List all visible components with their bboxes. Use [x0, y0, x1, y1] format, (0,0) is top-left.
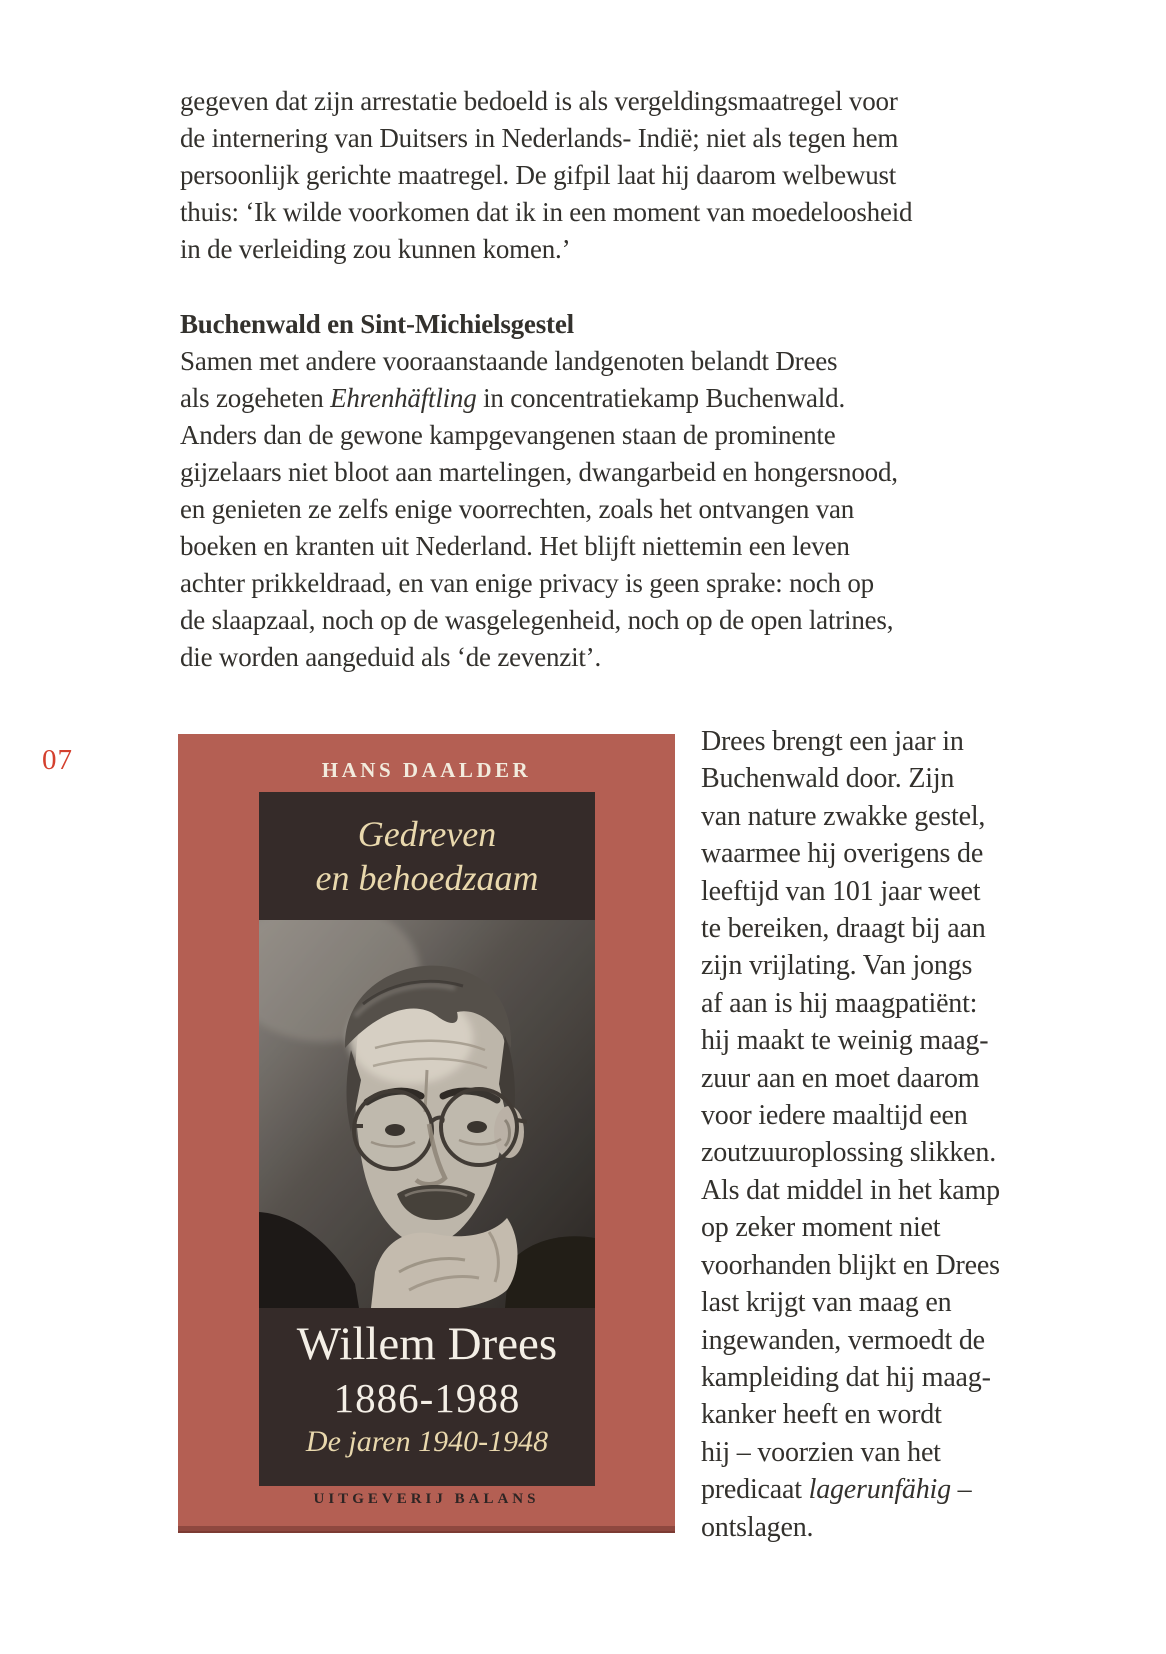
cover-author-name: HANS DAALDER [321, 758, 532, 782]
willem-drees-portrait-photo [259, 920, 595, 1308]
main-text-block [180, 83, 1040, 676]
cover-bottom-shadow [178, 1526, 675, 1533]
cover-title: Gedreven en behoedzaam [315, 814, 539, 898]
section-heading: Buchenwald en Sint-Michielsgestel [180, 309, 574, 339]
paragraph-arrest: gegeven dat zijn arrestatie bedoeld is als vergeldingsmaatregel voor de internering van Duitsers in Nederlands- Indië; niet als tegen hem persoonlijk gerichte maatregel. De gifpil laat hij daarom welbewust thuis: ‘Ik wilde voorkomen dat ik in een moment van moedeloosheid in de verleiding zou kunnen komen.’ [180, 86, 913, 264]
paragraph-buchenwald: Samen met andere vooraanstaande landgenoten belandt Drees als zogeheten Ehrenhäftling in concentratiekamp Buchenwald. Anders dan de gewone kampgevangenen staan de prominente gijzelaars niet bloot aan martelingen, dwangarbeid en hongersnood, en genieten ze zelfs enige voorrechten, zoals het ontvangen van boeken en kranten uit Nederland. Het blijft niettemin een leven achter prikkeldraad, en van enige privacy is geen sprake: noch op de slaapzaal, noch op de wasgelegenheid, noch op de open latrines, die worden aangeduid als ‘de zevenzit’. [180, 346, 898, 672]
cover-life-years: 1886-1988 [333, 1375, 521, 1421]
sidebar-text: Drees brengt een jaar in Buchenwald door. Zijn van nature zwakke gestel, waarmee hij overigens de leeftijd van 101 jaar weet te bereiken, draagt bij aan zijn vrijlating. Van jongs af aan is hij maagpatiënt: hij maakt te weinig maag- zuur aan en moet daarom voor iedere maaltijd een zoutzuuroplossing slikken. Als dat middel in het kamp op zeker moment niet voorhanden blijkt en Drees last krijgt van maag en ingewanden, vermoedt de kampleiding dat hij maag- kanker heeft en wordt hij – voorzien van het predicaat lagerunfähig – ontslagen. [701, 726, 1000, 1543]
cover-publisher: UITGEVERIJ BALANS [313, 1491, 540, 1507]
cover-inner-panel [259, 792, 595, 1486]
cover-person-name: Willem Drees [296, 1318, 558, 1370]
book-cover-image [178, 734, 675, 1533]
cover-subtitle: De jaren 1940-1948 [305, 1425, 549, 1458]
page-number: 07 [42, 744, 73, 776]
